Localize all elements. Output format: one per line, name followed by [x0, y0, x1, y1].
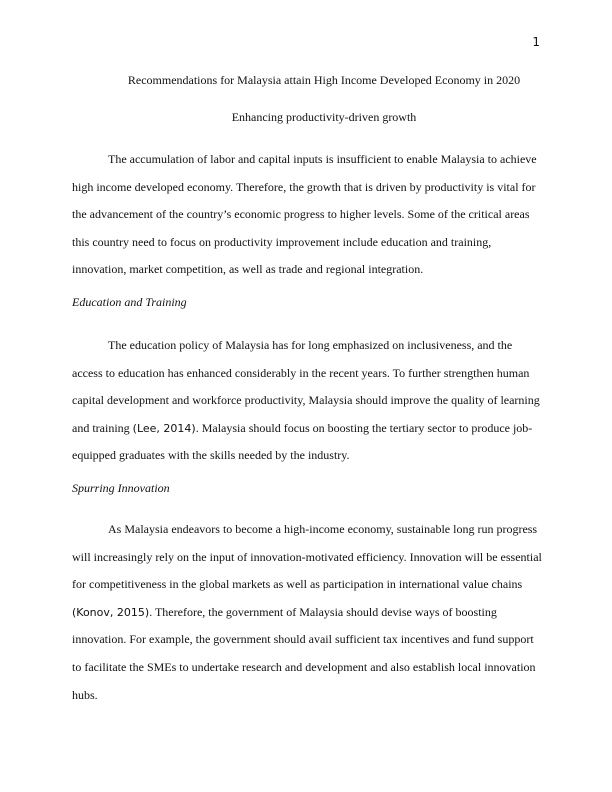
page-number: 1 — [532, 35, 540, 49]
intro-paragraph: The accumulation of labor and capital inputs is insufficient to enable Malaysia to achieve high income developed economy. Therefore, the growth that is driven by productivity is vital for the advancement of the country’s economic progress to higher levels. Some of the critical areas this country need to focus on productivity improvement include education and training, innovation, market competition, as well as trade and regional integration. — [72, 152, 537, 277]
innovation-paragraph — [72, 516, 542, 709]
citation-konov-2015: (Konov, 2015) — [72, 605, 150, 619]
citation-lee-2014: (Lee, 2014) — [132, 421, 196, 435]
education-paragraph — [72, 332, 542, 470]
education-text-part1: The education policy of Malaysia has for long emphasized on inclusiveness, and the access to education has enhanced considerably in the recent years. To further strengthen human capital development and workforce productivity, Malaysia should improve the quality of learning and training — [72, 338, 540, 435]
innovation-text-part2: . Therefore, the government of Malaysia should devise ways of boosting innovation. For example, the government should avail sufficient tax incentives and fund support to facilitate the SMEs to undertake research and development and also establish local innovation hubs. — [72, 604, 536, 702]
heading-spurring-innovation: Spurring Innovation — [72, 481, 170, 495]
section-title: Enhancing productivity-driven growth — [231, 110, 417, 124]
education-text-part2: . Malaysia should focus on boosting the tertiary sector to produce job-equipped graduates with the skills needed by the industry. — [72, 420, 533, 463]
heading-education-training: Education and Training — [72, 295, 187, 309]
document-title: Recommendations for Malaysia attain High Income Developed Economy in 2020 — [127, 73, 521, 87]
innovation-text-part1: As Malaysia endeavors to become a high-income economy, sustainable long run progress will increasingly rely on the input of innovation-motivated efficiency. Innovation will be essential for competitiveness in the global markets as well as participation in international value chains — [72, 522, 542, 592]
